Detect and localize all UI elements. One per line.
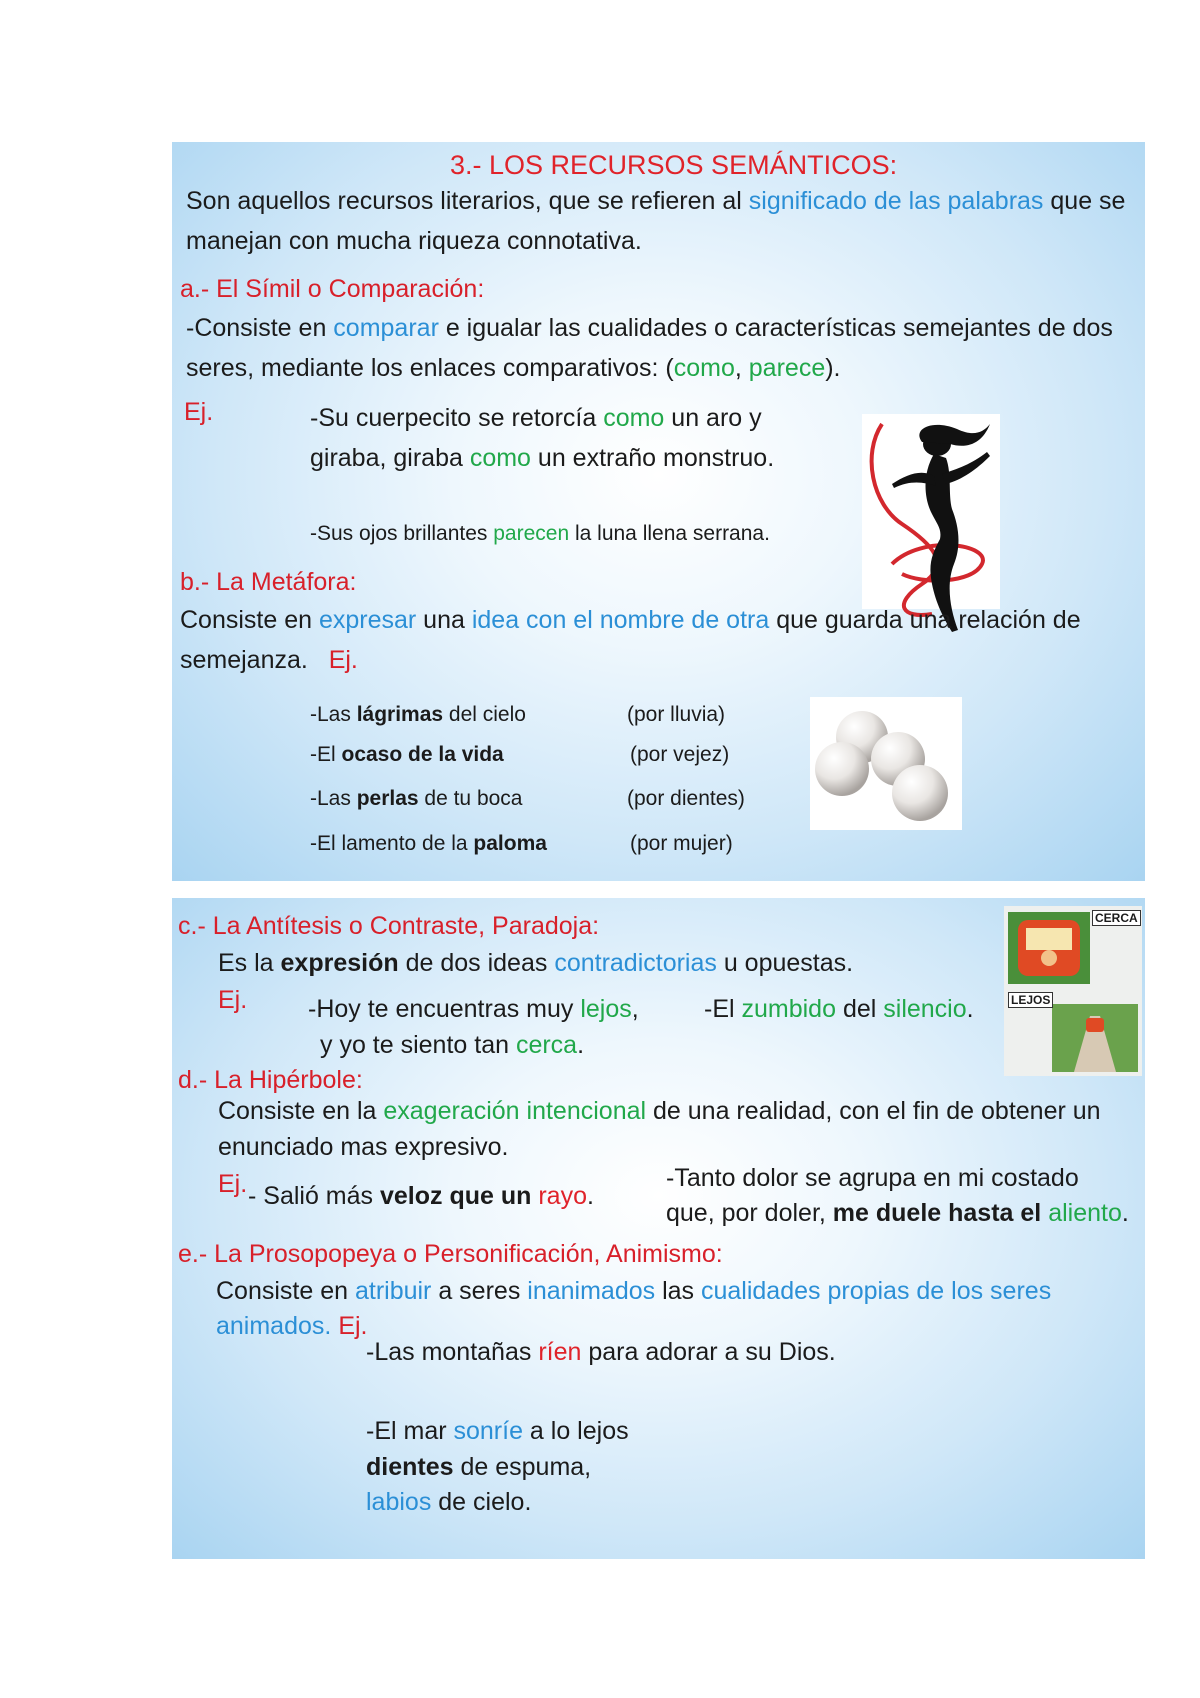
antitesis-example-2: y yo te siento tan cerca. xyxy=(320,1031,585,1059)
prosopopeya-line-1: Consiste en atribuir a seres inanimados las cualidades propias de los seres xyxy=(216,1277,1052,1305)
prosopopeya-line-2: animados. Ej. xyxy=(216,1312,368,1340)
antitesis-example-3: -El zumbido del silencio. xyxy=(704,995,974,1023)
bus-road-icon xyxy=(1004,906,1142,1076)
simil-line-1: -Consiste en comparar e igualar las cualidades o características semejantes de dos xyxy=(186,314,1113,342)
metafora-example: -El lamento de la paloma xyxy=(310,832,547,855)
simil-ej-label: Ej. xyxy=(184,398,214,426)
metafora-note: (por mujer) xyxy=(630,832,733,855)
page-title: 3.- LOS RECURSOS SEMÁNTICOS: xyxy=(450,150,898,180)
metafora-note: (por dientes) xyxy=(627,787,745,810)
metafora-example: -El ocaso de la vida xyxy=(310,743,504,766)
intro-line-2: manejan con mucha riqueza connotativa. xyxy=(186,227,642,255)
prosopopeya-example-2: -El mar sonríe a lo lejos xyxy=(366,1417,629,1445)
dancer-silhouette-icon xyxy=(862,414,1000,634)
hiperbole-example-2: -Tanto dolor se agrupa en mi costado xyxy=(666,1164,1079,1192)
prosopopeya-heading: e.- La Prosopopeya o Personificación, Animismo: xyxy=(178,1240,723,1268)
hiperbole-heading: d.- La Hipérbole: xyxy=(178,1066,363,1094)
simil-heading: a.- El Símil o Comparación: xyxy=(180,275,485,303)
prosopopeya-example-4: labios de cielo. xyxy=(366,1488,532,1516)
metafora-example: -Las lágrimas del cielo xyxy=(310,703,526,726)
hiperbole-example-3: que, por doler, me duele hasta el aliento. xyxy=(666,1199,1129,1227)
metafora-line-1: Consiste en expresar una idea con el nombre de otra que guarda una relación de xyxy=(180,606,1081,634)
metafora-heading: b.- La Metáfora: xyxy=(180,568,357,596)
simil-example-3: -Sus ojos brillantes parecen la luna llena serrana. xyxy=(310,522,770,545)
metafora-line-2: semejanza. Ej. xyxy=(180,646,358,674)
metafora-note: (por lluvia) xyxy=(627,703,726,726)
prosopopeya-example-3: dientes de espuma, xyxy=(366,1453,592,1481)
hiperbole-example-1: - Salió más veloz que un rayo. xyxy=(248,1182,594,1210)
simil-example-1: -Su cuerpecito se retorcía como un aro y xyxy=(310,404,762,432)
intro-line-1: Son aquellos recursos literarios, que se refieren al significado de las palabras que se xyxy=(186,187,1126,215)
lejos-label: LEJOS xyxy=(1008,992,1053,1008)
hiperbole-line-2: enunciado mas expresivo. xyxy=(218,1133,509,1161)
pearls-illustration xyxy=(810,697,962,830)
simil-line-2: seres, mediante los enlaces comparativos: (como, parece). xyxy=(186,354,841,382)
simil-example-2: giraba, giraba como un extraño monstruo. xyxy=(310,444,775,472)
cerca-label: CERCA xyxy=(1092,910,1141,926)
antitesis-line-1: Es la expresión de dos ideas contradictorias u opuestas. xyxy=(218,949,854,977)
slide-panel-top xyxy=(172,142,1145,881)
antitesis-ej-label: Ej. xyxy=(218,986,248,1014)
pearls-icon xyxy=(810,697,962,830)
cerca-lejos-illustration xyxy=(1004,906,1142,1076)
antitesis-example-1: -Hoy te encuentras muy lejos, xyxy=(308,995,639,1023)
antitesis-heading: c.- La Antítesis o Contraste, Paradoja: xyxy=(178,912,600,940)
prosopopeya-example-1: -Las montañas ríen para adorar a su Dios. xyxy=(366,1338,836,1366)
metafora-example: -Las perlas de tu boca xyxy=(310,787,523,810)
dancer-illustration xyxy=(862,414,1000,609)
metafora-note: (por vejez) xyxy=(630,743,730,766)
hiperbole-line-1: Consiste en la exageración intencional de una realidad, con el fin de obtener un xyxy=(218,1097,1101,1125)
slide-panel-bottom xyxy=(172,898,1145,1559)
hiperbole-ej-label: Ej. xyxy=(218,1170,248,1198)
